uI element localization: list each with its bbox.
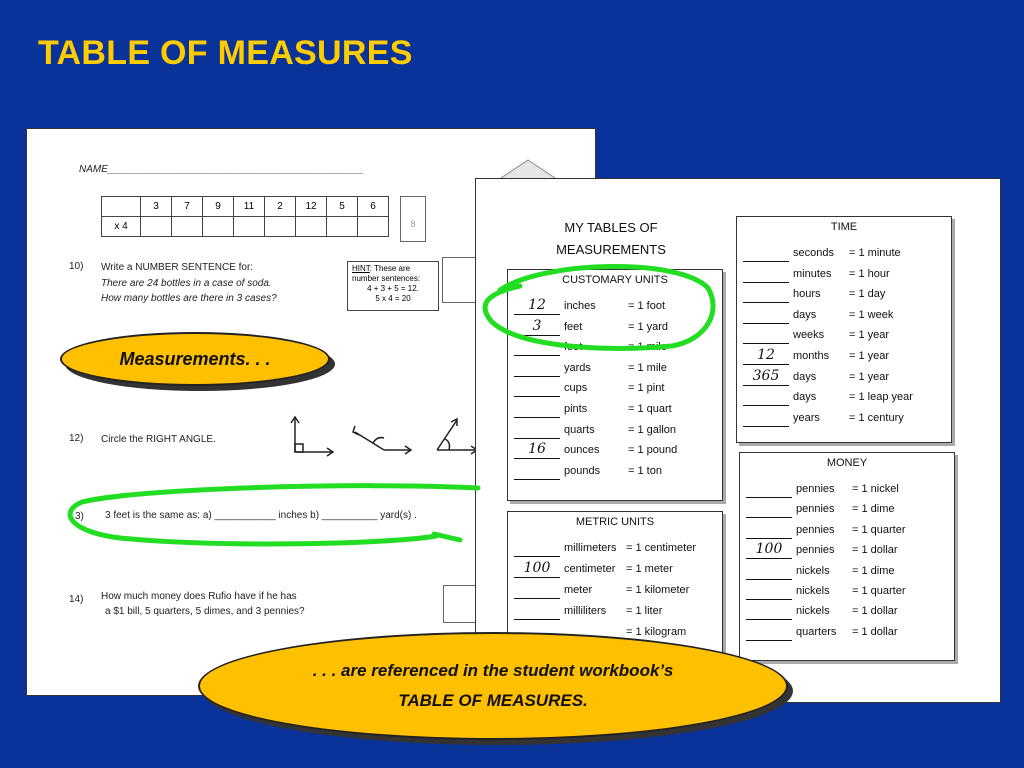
measure-answer-blank[interactable] [514, 463, 560, 480]
measure-unit: nickels [796, 564, 830, 577]
measure-row [514, 317, 722, 339]
measure-unit: days [793, 391, 817, 404]
measure-equivalence: = 1 yard [628, 320, 669, 333]
measure-answer-blank[interactable] [514, 422, 560, 439]
measure-answer-blank[interactable] [514, 401, 560, 418]
measure-unit: pennies [796, 544, 835, 557]
measure-equivalence: = 1 dime [852, 503, 895, 516]
callout-measurements-text: Measurements. . . [119, 348, 271, 369]
measure-unit: ounces [564, 444, 600, 457]
mult-cell: 9 [203, 197, 234, 217]
measure-row [743, 288, 951, 306]
measure-equivalence: = 1 liter [626, 605, 663, 617]
measure-answer-blank[interactable]: 16 [514, 442, 560, 459]
measure-equivalence: = 1 leap year [849, 391, 913, 404]
callout-referenced [198, 632, 788, 740]
measure-equivalence: = 1 ton [628, 464, 662, 477]
measure-unit: millimeters [564, 542, 617, 554]
measure-row [746, 541, 954, 562]
mult-answer-cell[interactable] [358, 217, 389, 237]
measure-equivalence: = 1 mile [628, 341, 667, 354]
measure-answer-blank[interactable] [746, 522, 792, 539]
hint-line2: number sentences: [352, 274, 421, 283]
measure-row [746, 483, 954, 501]
measure-equivalence: = 1 pound [628, 444, 678, 457]
measure-row [746, 524, 954, 542]
side-answer-box [400, 196, 426, 242]
measure-answer-blank[interactable] [743, 266, 789, 283]
measure-row [514, 542, 722, 560]
mult-answer-row [102, 217, 389, 237]
measure-answer-blank[interactable] [743, 307, 789, 324]
measure-equivalence: = 1 day [849, 288, 886, 301]
mult-row-label: x 4 [102, 217, 141, 237]
measure-row [743, 347, 951, 368]
measure-unit: pennies [796, 523, 835, 536]
measure-answer-blank[interactable] [743, 245, 789, 262]
measure-unit: pints [564, 403, 588, 415]
metric-header: METRIC UNITS [575, 516, 655, 528]
measure-equivalence: = 1 minute [849, 247, 901, 259]
measure-row [746, 565, 954, 583]
multiplication-table [101, 196, 389, 237]
measure-unit: months [793, 350, 830, 362]
measure-row [514, 297, 722, 318]
measure-equivalence: = 1 hour [849, 267, 890, 280]
measure-unit: pounds [564, 464, 601, 477]
measure-unit: feet [564, 320, 583, 333]
measure-answer-blank[interactable] [746, 501, 792, 518]
measure-unit: inches [564, 300, 596, 312]
mult-cell: 2 [265, 197, 296, 217]
right-angle-figure[interactable] [291, 417, 333, 456]
measure-row [514, 560, 722, 581]
measure-answer-blank[interactable] [746, 583, 792, 600]
measure-row [514, 584, 722, 602]
measure-row [514, 441, 722, 462]
measure-row [746, 503, 954, 521]
measure-unit: cups [564, 382, 588, 395]
callout-referenced-line1: . . . are referenced in the student workbook’s [312, 661, 674, 680]
measure-equivalence: = 1 dollar [852, 544, 898, 557]
q13-number: 3) [75, 511, 84, 522]
measure-equivalence: = 1 dime [852, 564, 895, 577]
measure-equivalence: = 1 year [849, 350, 890, 362]
measure-answer-blank[interactable] [746, 603, 792, 620]
measure-equivalence: = 1 mile [628, 361, 667, 374]
mult-cell: 6 [358, 197, 389, 217]
q14-number: 14) [69, 594, 84, 605]
q10-line2: How many bottles are there in 3 cases? [101, 293, 277, 304]
mult-header-row [102, 197, 389, 217]
measure-row [746, 605, 954, 623]
q13-text: 3 feet is the same as: a) ___________ inches b) __________ yard(s) . [105, 510, 417, 521]
mult-cell: 3 [141, 197, 172, 217]
measure-answer-blank[interactable] [743, 389, 789, 406]
measure-equivalence: = 1 year [849, 370, 890, 383]
measure-unit: days [793, 370, 817, 383]
measure-row [743, 412, 951, 430]
time-box [736, 216, 952, 443]
mult-cell: 5 [327, 197, 358, 217]
customary-units-box [507, 269, 723, 501]
measure-equivalence: = 1 week [849, 308, 894, 321]
side-box-value: 8 [410, 219, 416, 229]
measure-row [746, 626, 954, 644]
measure-equivalence: = 1 centimeter [626, 542, 697, 554]
measure-unit: pennies [796, 503, 835, 516]
measure-row [743, 391, 951, 409]
callout-measurements [60, 332, 330, 386]
measure-row [746, 585, 954, 603]
measure-row [514, 382, 722, 400]
measure-unit: pennies [796, 483, 835, 495]
measure-unit: hours [793, 288, 821, 301]
measure-row [514, 341, 722, 359]
measure-equivalence: = 1 year [849, 329, 890, 342]
measure-equivalence: = 1 century [849, 411, 904, 424]
measure-row [743, 268, 951, 286]
measure-unit: minutes [793, 267, 832, 280]
measure-unit: feet [564, 341, 583, 354]
hint-line3: 4 + 3 + 5 = 12. [367, 284, 419, 293]
measure-answer-blank[interactable] [514, 360, 560, 377]
mult-answer-cell[interactable] [172, 217, 203, 237]
hint-line1: : These are [369, 264, 411, 273]
measure-answer-blank[interactable]: 365 [743, 369, 789, 386]
measure-unit: quarters [796, 625, 837, 638]
money-box [739, 452, 955, 661]
measure-answer-blank[interactable] [514, 582, 560, 599]
measure-row [514, 362, 722, 380]
measure-answer-blank[interactable] [746, 624, 792, 641]
angle-figures [289, 414, 489, 459]
measure-answer-blank[interactable]: 12 [743, 348, 789, 365]
measure-row [514, 424, 722, 442]
mult-answer-cell[interactable] [234, 217, 265, 237]
tables-title [536, 217, 686, 261]
measure-unit: nickels [796, 585, 830, 597]
measure-equivalence: = 1 dollar [852, 605, 898, 618]
measure-answer-blank[interactable] [746, 481, 792, 498]
measure-row [743, 247, 951, 265]
mult-cell: 12 [296, 197, 327, 217]
obtuse-angle-figure[interactable] [353, 426, 411, 454]
time-header: TIME [830, 221, 858, 233]
measure-unit: quarts [564, 423, 595, 436]
money-header: MONEY [826, 457, 868, 469]
mult-cell: 11 [234, 197, 265, 217]
name-line: NAME______________________________________________ [79, 164, 364, 175]
callout-referenced-line2: TABLE OF MEASURES. [398, 691, 588, 710]
acute-angle-figure[interactable] [437, 419, 477, 454]
hint-label: HINT [352, 264, 370, 273]
hint-box [347, 261, 439, 311]
tables-page [475, 178, 1001, 703]
measure-answer-blank[interactable] [743, 286, 789, 303]
measure-equivalence: = 1 pint [628, 382, 665, 395]
measure-unit: milliliters [564, 605, 607, 617]
measure-equivalence: = 1 kilometer [626, 584, 690, 596]
measure-answer-blank[interactable]: 100 [514, 561, 560, 578]
mult-cell [102, 197, 141, 217]
measure-row [743, 367, 951, 389]
measure-equivalence: = 1 quart [628, 403, 672, 415]
measure-row [743, 329, 951, 347]
measure-answer-blank[interactable] [514, 603, 560, 620]
q10-number: 10) [69, 261, 84, 272]
measure-equivalence: = 1 gallon [628, 423, 677, 436]
mult-answer-cell[interactable] [141, 217, 172, 237]
measure-row [743, 309, 951, 327]
measure-equivalence: = 1 meter [626, 563, 673, 575]
measure-equivalence: = 1 foot [628, 300, 666, 312]
measure-answer-blank[interactable] [743, 327, 789, 344]
mult-answer-cell[interactable] [203, 217, 234, 237]
measure-unit: nickels [796, 605, 830, 618]
measure-unit: weeks [793, 329, 825, 342]
q10-line1: There are 24 bottles in a case of soda. [101, 278, 272, 289]
measure-answer-blank[interactable] [746, 563, 792, 580]
q14-line1: How much money does Rufio have if he has [101, 591, 297, 602]
customary-header: CUSTOMARY UNITS [562, 274, 668, 286]
measure-unit: years [793, 411, 820, 424]
hint-line4: 5 x 4 = 20 [375, 294, 411, 303]
tables-title-line2: MEASUREMENTS [556, 242, 666, 257]
measure-answer-blank[interactable] [514, 380, 560, 397]
measure-row [514, 403, 722, 421]
measure-unit: centimeter [564, 563, 616, 575]
measure-equivalence: = 1 kilogram [626, 626, 687, 638]
slide-title: TABLE OF MEASURES [38, 34, 413, 72]
measure-row [514, 465, 722, 483]
measure-unit: seconds [793, 247, 834, 259]
measure-answer-blank[interactable]: 12 [514, 298, 560, 315]
measure-equivalence: = 1 nickel [852, 483, 899, 495]
mult-cell: 7 [172, 197, 203, 217]
measure-unit: days [793, 308, 817, 321]
measure-unit: yards [564, 361, 591, 374]
measure-unit: meter [564, 584, 593, 596]
tables-title-line1: MY TABLES OF [564, 220, 658, 235]
measure-row [514, 605, 722, 623]
q10-prompt: Write a NUMBER SENTENCE for: [101, 262, 254, 273]
measure-equivalence: = 1 quarter [852, 523, 906, 536]
measure-answer-blank[interactable] [514, 339, 560, 356]
q14-line2: a $1 bill, 5 quarters, 5 dimes, and 3 pennies? [105, 606, 305, 617]
mult-answer-cell[interactable] [296, 217, 327, 237]
mult-answer-cell[interactable] [327, 217, 358, 237]
q12-number: 12) [69, 433, 84, 444]
q12-prompt: Circle the RIGHT ANGLE. [101, 434, 216, 445]
measure-answer-blank[interactable]: 100 [746, 542, 792, 559]
measure-answer-blank[interactable] [514, 540, 560, 557]
measure-answer-blank[interactable] [743, 410, 789, 427]
measure-equivalence: = 1 quarter [852, 585, 906, 597]
mult-answer-cell[interactable] [265, 217, 296, 237]
measure-answer-blank[interactable]: 3 [514, 319, 560, 336]
measure-equivalence: = 1 dollar [852, 625, 898, 638]
